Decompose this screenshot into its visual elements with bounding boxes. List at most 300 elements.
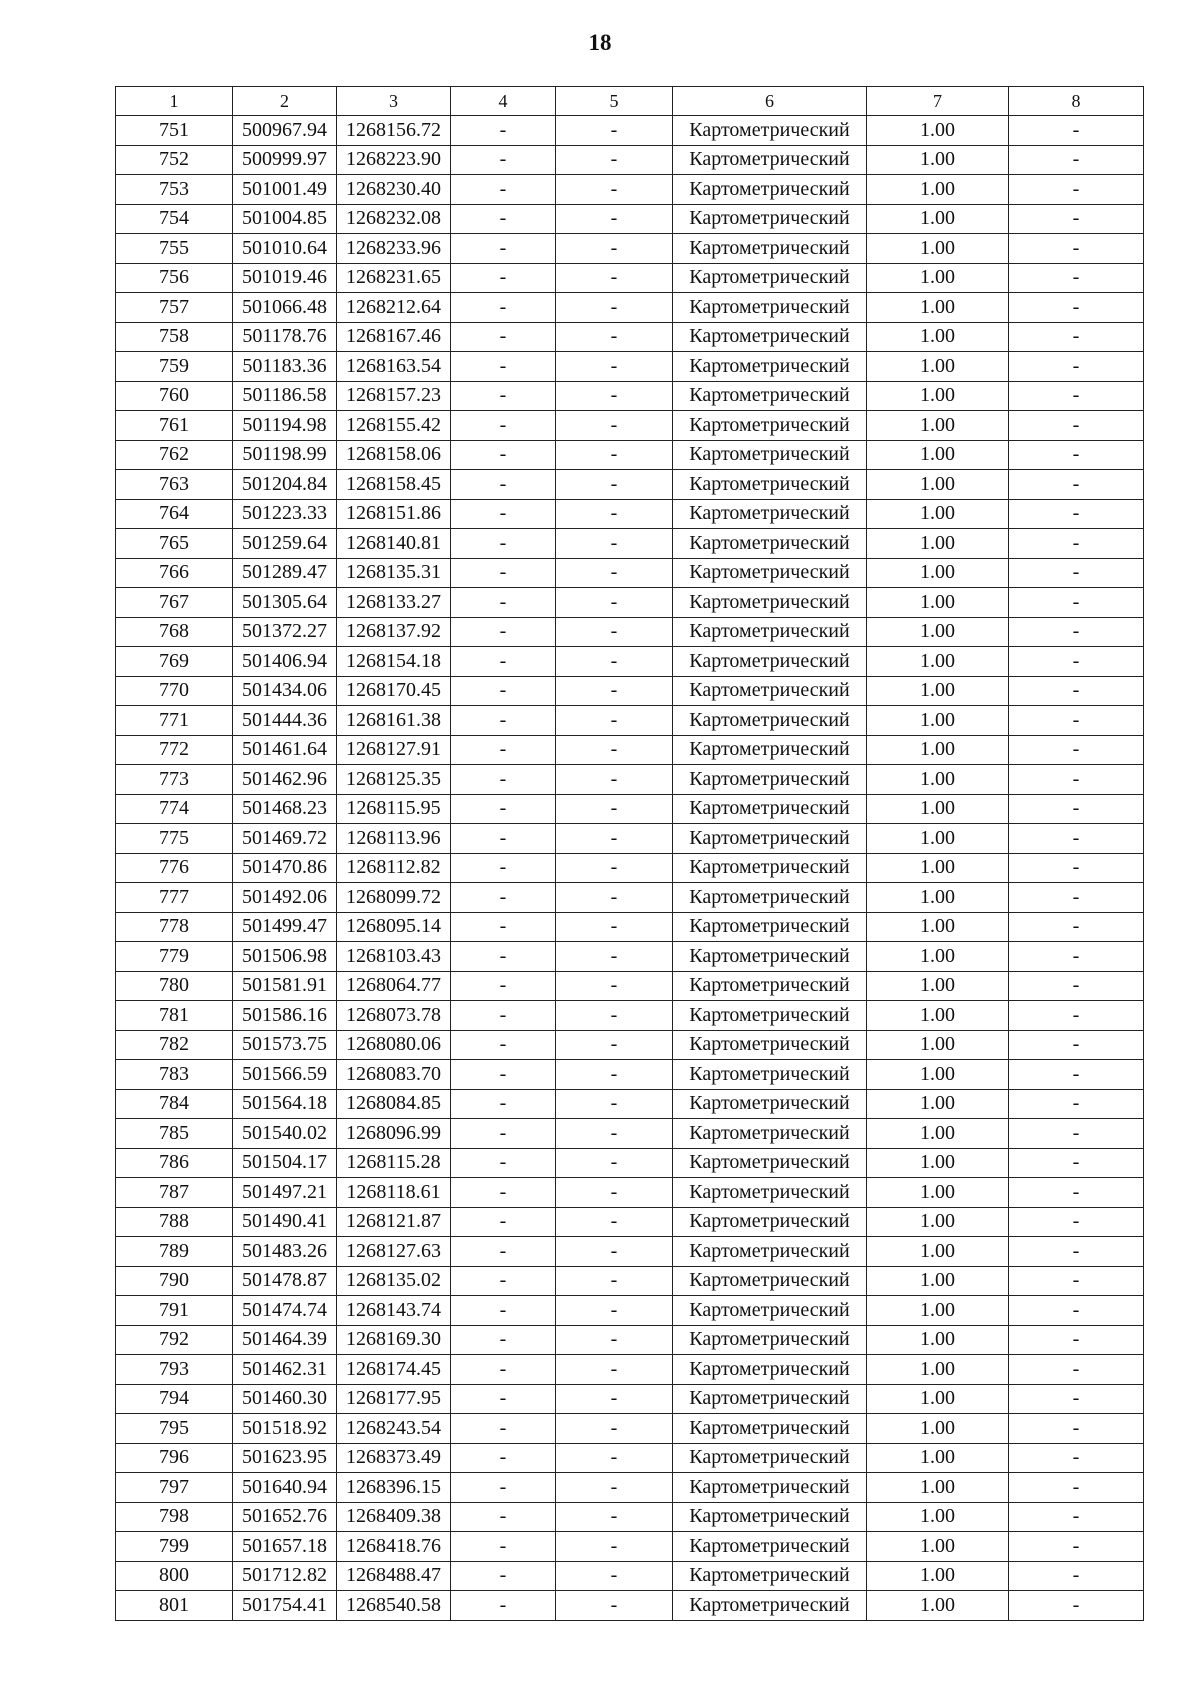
- table-row: [116, 617, 1144, 647]
- col5-cell: -: [556, 1207, 673, 1237]
- point-number-cell: 796: [116, 1443, 233, 1473]
- accuracy-cell: 1.00: [867, 1089, 1009, 1119]
- col8-cell: -: [1009, 263, 1144, 293]
- accuracy-cell: 1.00: [867, 883, 1009, 913]
- y-coordinate-cell: 1268133.27: [337, 588, 451, 618]
- y-coordinate-cell: 1268125.35: [337, 765, 451, 795]
- y-coordinate-cell: 1268161.38: [337, 706, 451, 736]
- col4-cell: -: [451, 617, 556, 647]
- accuracy-cell: 1.00: [867, 824, 1009, 854]
- y-coordinate-cell: 1268127.91: [337, 735, 451, 765]
- method-cell: Картометрический: [673, 1591, 867, 1621]
- x-coordinate-cell: 501657.18: [233, 1532, 337, 1562]
- method-cell: Картометрический: [673, 1266, 867, 1296]
- point-number-cell: 755: [116, 234, 233, 264]
- x-coordinate-cell: 501462.31: [233, 1355, 337, 1385]
- accuracy-cell: 1.00: [867, 558, 1009, 588]
- point-number-cell: 770: [116, 676, 233, 706]
- method-cell: Картометрический: [673, 411, 867, 441]
- method-cell: Картометрический: [673, 588, 867, 618]
- y-coordinate-cell: 1268158.06: [337, 440, 451, 470]
- method-cell: Картометрический: [673, 853, 867, 883]
- accuracy-cell: 1.00: [867, 1443, 1009, 1473]
- y-coordinate-cell: 1268083.70: [337, 1060, 451, 1090]
- col4-cell: -: [451, 1237, 556, 1267]
- col5-cell: -: [556, 1237, 673, 1267]
- col4-cell: -: [451, 175, 556, 205]
- col5-cell: -: [556, 1591, 673, 1621]
- column-header: 1: [116, 87, 233, 116]
- col5-cell: -: [556, 765, 673, 795]
- col5-cell: -: [556, 1532, 673, 1562]
- table-row: [116, 381, 1144, 411]
- accuracy-cell: 1.00: [867, 1473, 1009, 1503]
- table-row: [116, 647, 1144, 677]
- accuracy-cell: 1.00: [867, 1030, 1009, 1060]
- col5-cell: -: [556, 942, 673, 972]
- x-coordinate-cell: 500999.97: [233, 145, 337, 175]
- accuracy-cell: 1.00: [867, 971, 1009, 1001]
- point-number-cell: 793: [116, 1355, 233, 1385]
- method-cell: Картометрический: [673, 293, 867, 323]
- x-coordinate-cell: 501581.91: [233, 971, 337, 1001]
- col5-cell: -: [556, 912, 673, 942]
- accuracy-cell: 1.00: [867, 234, 1009, 264]
- col5-cell: -: [556, 204, 673, 234]
- col8-cell: -: [1009, 145, 1144, 175]
- col8-cell: -: [1009, 293, 1144, 323]
- point-number-cell: 765: [116, 529, 233, 559]
- point-number-cell: 761: [116, 411, 233, 441]
- y-coordinate-cell: 1268163.54: [337, 352, 451, 382]
- accuracy-cell: 1.00: [867, 1591, 1009, 1621]
- col4-cell: -: [451, 558, 556, 588]
- col8-cell: -: [1009, 234, 1144, 264]
- y-coordinate-cell: 1268233.96: [337, 234, 451, 264]
- accuracy-cell: 1.00: [867, 352, 1009, 382]
- col8-cell: -: [1009, 529, 1144, 559]
- y-coordinate-cell: 1268135.02: [337, 1266, 451, 1296]
- accuracy-cell: 1.00: [867, 1561, 1009, 1591]
- col8-cell: -: [1009, 1443, 1144, 1473]
- method-cell: Картометрический: [673, 352, 867, 382]
- col4-cell: -: [451, 794, 556, 824]
- col4-cell: -: [451, 735, 556, 765]
- col4-cell: -: [451, 1561, 556, 1591]
- point-number-cell: 797: [116, 1473, 233, 1503]
- table-row: [116, 1325, 1144, 1355]
- table-row: [116, 1266, 1144, 1296]
- table-row: [116, 145, 1144, 175]
- point-number-cell: 751: [116, 116, 233, 146]
- x-coordinate-cell: 501506.98: [233, 942, 337, 972]
- table-row: [116, 1473, 1144, 1503]
- point-number-cell: 787: [116, 1178, 233, 1208]
- col5-cell: -: [556, 1473, 673, 1503]
- col8-cell: -: [1009, 1266, 1144, 1296]
- col8-cell: -: [1009, 411, 1144, 441]
- x-coordinate-cell: 501540.02: [233, 1119, 337, 1149]
- y-coordinate-cell: 1268155.42: [337, 411, 451, 441]
- accuracy-cell: 1.00: [867, 204, 1009, 234]
- col4-cell: -: [451, 352, 556, 382]
- method-cell: Картометрический: [673, 912, 867, 942]
- method-cell: Картометрический: [673, 765, 867, 795]
- x-coordinate-cell: 501490.41: [233, 1207, 337, 1237]
- col5-cell: -: [556, 706, 673, 736]
- accuracy-cell: 1.00: [867, 499, 1009, 529]
- point-number-cell: 773: [116, 765, 233, 795]
- method-cell: Картометрический: [673, 676, 867, 706]
- col8-cell: -: [1009, 204, 1144, 234]
- col4-cell: -: [451, 971, 556, 1001]
- col8-cell: -: [1009, 942, 1144, 972]
- point-number-cell: 789: [116, 1237, 233, 1267]
- table-row: [116, 558, 1144, 588]
- point-number-cell: 780: [116, 971, 233, 1001]
- col4-cell: -: [451, 204, 556, 234]
- accuracy-cell: 1.00: [867, 381, 1009, 411]
- method-cell: Картометрический: [673, 735, 867, 765]
- col4-cell: -: [451, 1443, 556, 1473]
- accuracy-cell: 1.00: [867, 647, 1009, 677]
- x-coordinate-cell: 501712.82: [233, 1561, 337, 1591]
- col5-cell: -: [556, 1296, 673, 1326]
- col5-cell: -: [556, 499, 673, 529]
- point-number-cell: 776: [116, 853, 233, 883]
- col4-cell: -: [451, 647, 556, 677]
- point-number-cell: 782: [116, 1030, 233, 1060]
- col8-cell: -: [1009, 588, 1144, 618]
- point-number-cell: 763: [116, 470, 233, 500]
- table-row: [116, 352, 1144, 382]
- table-row: [116, 116, 1144, 146]
- accuracy-cell: 1.00: [867, 735, 1009, 765]
- x-coordinate-cell: 501652.76: [233, 1502, 337, 1532]
- column-header: 2: [233, 87, 337, 116]
- method-cell: Картометрический: [673, 145, 867, 175]
- x-coordinate-cell: 501461.64: [233, 735, 337, 765]
- col5-cell: -: [556, 1561, 673, 1591]
- method-cell: Картометрический: [673, 1414, 867, 1444]
- y-coordinate-cell: 1268157.23: [337, 381, 451, 411]
- col5-cell: -: [556, 588, 673, 618]
- point-number-cell: 756: [116, 263, 233, 293]
- col5-cell: -: [556, 1148, 673, 1178]
- table-row: [116, 1089, 1144, 1119]
- col5-cell: -: [556, 470, 673, 500]
- x-coordinate-cell: 501434.06: [233, 676, 337, 706]
- point-number-cell: 779: [116, 942, 233, 972]
- col8-cell: -: [1009, 1060, 1144, 1090]
- y-coordinate-cell: 1268073.78: [337, 1001, 451, 1031]
- col8-cell: -: [1009, 499, 1144, 529]
- y-coordinate-cell: 1268135.31: [337, 558, 451, 588]
- table-row: [116, 1443, 1144, 1473]
- accuracy-cell: 1.00: [867, 440, 1009, 470]
- col8-cell: -: [1009, 1119, 1144, 1149]
- col5-cell: -: [556, 883, 673, 913]
- column-header: 4: [451, 87, 556, 116]
- y-coordinate-cell: 1268169.30: [337, 1325, 451, 1355]
- table-row: [116, 912, 1144, 942]
- point-number-cell: 786: [116, 1148, 233, 1178]
- y-coordinate-cell: 1268112.82: [337, 853, 451, 883]
- y-coordinate-cell: 1268121.87: [337, 1207, 451, 1237]
- method-cell: Картометрический: [673, 1060, 867, 1090]
- col4-cell: -: [451, 293, 556, 323]
- col5-cell: -: [556, 322, 673, 352]
- y-coordinate-cell: 1268230.40: [337, 175, 451, 205]
- x-coordinate-cell: 501066.48: [233, 293, 337, 323]
- table-row: [116, 1414, 1144, 1444]
- col8-cell: -: [1009, 1561, 1144, 1591]
- table-row: [116, 1502, 1144, 1532]
- col8-cell: -: [1009, 706, 1144, 736]
- col4-cell: -: [451, 1030, 556, 1060]
- point-number-cell: 788: [116, 1207, 233, 1237]
- column-header: 3: [337, 87, 451, 116]
- table-row: [116, 1001, 1144, 1031]
- col5-cell: -: [556, 824, 673, 854]
- point-number-cell: 778: [116, 912, 233, 942]
- x-coordinate-cell: 501464.39: [233, 1325, 337, 1355]
- x-coordinate-cell: 501305.64: [233, 588, 337, 618]
- col4-cell: -: [451, 1325, 556, 1355]
- y-coordinate-cell: 1268396.15: [337, 1473, 451, 1503]
- x-coordinate-cell: 501469.72: [233, 824, 337, 854]
- method-cell: Картометрический: [673, 175, 867, 205]
- col4-cell: -: [451, 1119, 556, 1149]
- table-row: [116, 1207, 1144, 1237]
- x-coordinate-cell: 501573.75: [233, 1030, 337, 1060]
- y-coordinate-cell: 1268177.95: [337, 1384, 451, 1414]
- col5-cell: -: [556, 1414, 673, 1444]
- col8-cell: -: [1009, 1532, 1144, 1562]
- table-row: [116, 1060, 1144, 1090]
- col8-cell: -: [1009, 322, 1144, 352]
- method-cell: Картометрический: [673, 706, 867, 736]
- col4-cell: -: [451, 1060, 556, 1090]
- col4-cell: -: [451, 1532, 556, 1562]
- method-cell: Картометрический: [673, 1502, 867, 1532]
- col4-cell: -: [451, 1414, 556, 1444]
- accuracy-cell: 1.00: [867, 1148, 1009, 1178]
- x-coordinate-cell: 501019.46: [233, 263, 337, 293]
- method-cell: Картометрический: [673, 1355, 867, 1385]
- method-cell: Картометрический: [673, 499, 867, 529]
- col5-cell: -: [556, 1266, 673, 1296]
- col8-cell: -: [1009, 470, 1144, 500]
- method-cell: Картометрический: [673, 617, 867, 647]
- col5-cell: -: [556, 1325, 673, 1355]
- method-cell: Картометрический: [673, 883, 867, 913]
- col8-cell: -: [1009, 824, 1144, 854]
- point-number-cell: 798: [116, 1502, 233, 1532]
- method-cell: Картометрический: [673, 1561, 867, 1591]
- x-coordinate-cell: 501462.96: [233, 765, 337, 795]
- col5-cell: -: [556, 352, 673, 382]
- point-number-cell: 766: [116, 558, 233, 588]
- y-coordinate-cell: 1268243.54: [337, 1414, 451, 1444]
- col8-cell: -: [1009, 794, 1144, 824]
- table-row: [116, 971, 1144, 1001]
- col4-cell: -: [451, 440, 556, 470]
- x-coordinate-cell: 501468.23: [233, 794, 337, 824]
- accuracy-cell: 1.00: [867, 1237, 1009, 1267]
- x-coordinate-cell: 501483.26: [233, 1237, 337, 1267]
- col8-cell: -: [1009, 1591, 1144, 1621]
- col8-cell: -: [1009, 676, 1144, 706]
- table-row: [116, 529, 1144, 559]
- point-number-cell: 752: [116, 145, 233, 175]
- col4-cell: -: [451, 1148, 556, 1178]
- y-coordinate-cell: 1268140.81: [337, 529, 451, 559]
- y-coordinate-cell: 1268373.49: [337, 1443, 451, 1473]
- accuracy-cell: 1.00: [867, 1178, 1009, 1208]
- column-header: 5: [556, 87, 673, 116]
- col5-cell: -: [556, 1178, 673, 1208]
- method-cell: Картометрический: [673, 322, 867, 352]
- col4-cell: -: [451, 1266, 556, 1296]
- col4-cell: -: [451, 1384, 556, 1414]
- col5-cell: -: [556, 529, 673, 559]
- y-coordinate-cell: 1268488.47: [337, 1561, 451, 1591]
- method-cell: Картометрический: [673, 116, 867, 146]
- method-cell: Картометрический: [673, 1089, 867, 1119]
- y-coordinate-cell: 1268212.64: [337, 293, 451, 323]
- accuracy-cell: 1.00: [867, 1296, 1009, 1326]
- y-coordinate-cell: 1268223.90: [337, 145, 451, 175]
- accuracy-cell: 1.00: [867, 175, 1009, 205]
- col4-cell: -: [451, 322, 556, 352]
- point-number-cell: 760: [116, 381, 233, 411]
- table-row: [116, 1148, 1144, 1178]
- col4-cell: -: [451, 529, 556, 559]
- x-coordinate-cell: 501497.21: [233, 1178, 337, 1208]
- method-cell: Картометрический: [673, 1001, 867, 1031]
- x-coordinate-cell: 501223.33: [233, 499, 337, 529]
- col5-cell: -: [556, 440, 673, 470]
- x-coordinate-cell: 501623.95: [233, 1443, 337, 1473]
- col4-cell: -: [451, 1001, 556, 1031]
- method-cell: Картометрический: [673, 971, 867, 1001]
- col8-cell: -: [1009, 558, 1144, 588]
- col8-cell: -: [1009, 971, 1144, 1001]
- point-number-cell: 794: [116, 1384, 233, 1414]
- method-cell: Картометрический: [673, 381, 867, 411]
- x-coordinate-cell: 501004.85: [233, 204, 337, 234]
- y-coordinate-cell: 1268080.06: [337, 1030, 451, 1060]
- y-coordinate-cell: 1268167.46: [337, 322, 451, 352]
- point-number-cell: 772: [116, 735, 233, 765]
- method-cell: Картометрический: [673, 263, 867, 293]
- x-coordinate-cell: 501259.64: [233, 529, 337, 559]
- table-row: [116, 706, 1144, 736]
- y-coordinate-cell: 1268232.08: [337, 204, 451, 234]
- y-coordinate-cell: 1268540.58: [337, 1591, 451, 1621]
- accuracy-cell: 1.00: [867, 1207, 1009, 1237]
- x-coordinate-cell: 501178.76: [233, 322, 337, 352]
- table-row: [116, 1532, 1144, 1562]
- method-cell: Картометрический: [673, 234, 867, 264]
- y-coordinate-cell: 1268115.28: [337, 1148, 451, 1178]
- x-coordinate-cell: 501406.94: [233, 647, 337, 677]
- accuracy-cell: 1.00: [867, 1060, 1009, 1090]
- column-header: 8: [1009, 87, 1144, 116]
- col8-cell: -: [1009, 1325, 1144, 1355]
- x-coordinate-cell: 501010.64: [233, 234, 337, 264]
- column-header: 7: [867, 87, 1009, 116]
- col8-cell: -: [1009, 853, 1144, 883]
- col8-cell: -: [1009, 1089, 1144, 1119]
- point-number-cell: 767: [116, 588, 233, 618]
- y-coordinate-cell: 1268096.99: [337, 1119, 451, 1149]
- col4-cell: -: [451, 1473, 556, 1503]
- table-row: [116, 1119, 1144, 1149]
- point-number-cell: 774: [116, 794, 233, 824]
- col5-cell: -: [556, 116, 673, 146]
- table-row: [116, 204, 1144, 234]
- table-row: [116, 263, 1144, 293]
- point-number-cell: 799: [116, 1532, 233, 1562]
- accuracy-cell: 1.00: [867, 765, 1009, 795]
- col5-cell: -: [556, 1089, 673, 1119]
- col8-cell: -: [1009, 1414, 1144, 1444]
- method-cell: Картометрический: [673, 1296, 867, 1326]
- table-row: [116, 1237, 1144, 1267]
- point-number-cell: 758: [116, 322, 233, 352]
- method-cell: Картометрический: [673, 1237, 867, 1267]
- point-number-cell: 790: [116, 1266, 233, 1296]
- y-coordinate-cell: 1268170.45: [337, 676, 451, 706]
- col8-cell: -: [1009, 647, 1144, 677]
- method-cell: Картометрический: [673, 1207, 867, 1237]
- accuracy-cell: 1.00: [867, 1414, 1009, 1444]
- method-cell: Картометрический: [673, 1119, 867, 1149]
- col4-cell: -: [451, 1178, 556, 1208]
- accuracy-cell: 1.00: [867, 1119, 1009, 1149]
- col8-cell: -: [1009, 1030, 1144, 1060]
- table-header-row: [116, 87, 1144, 116]
- point-number-cell: 781: [116, 1001, 233, 1031]
- col4-cell: -: [451, 1591, 556, 1621]
- col5-cell: -: [556, 558, 673, 588]
- point-number-cell: 791: [116, 1296, 233, 1326]
- y-coordinate-cell: 1268095.14: [337, 912, 451, 942]
- col4-cell: -: [451, 588, 556, 618]
- method-cell: Картометрический: [673, 558, 867, 588]
- col8-cell: -: [1009, 1178, 1144, 1208]
- col4-cell: -: [451, 381, 556, 411]
- col8-cell: -: [1009, 381, 1144, 411]
- x-coordinate-cell: 501183.36: [233, 352, 337, 382]
- x-coordinate-cell: 501566.59: [233, 1060, 337, 1090]
- col5-cell: -: [556, 234, 673, 264]
- method-cell: Картометрический: [673, 794, 867, 824]
- accuracy-cell: 1.00: [867, 263, 1009, 293]
- x-coordinate-cell: 501564.18: [233, 1089, 337, 1119]
- col8-cell: -: [1009, 116, 1144, 146]
- y-coordinate-cell: 1268151.86: [337, 499, 451, 529]
- table-row: [116, 588, 1144, 618]
- col5-cell: -: [556, 411, 673, 441]
- point-number-cell: 759: [116, 352, 233, 382]
- point-number-cell: 777: [116, 883, 233, 913]
- x-coordinate-cell: 501186.58: [233, 381, 337, 411]
- point-number-cell: 801: [116, 1591, 233, 1621]
- accuracy-cell: 1.00: [867, 588, 1009, 618]
